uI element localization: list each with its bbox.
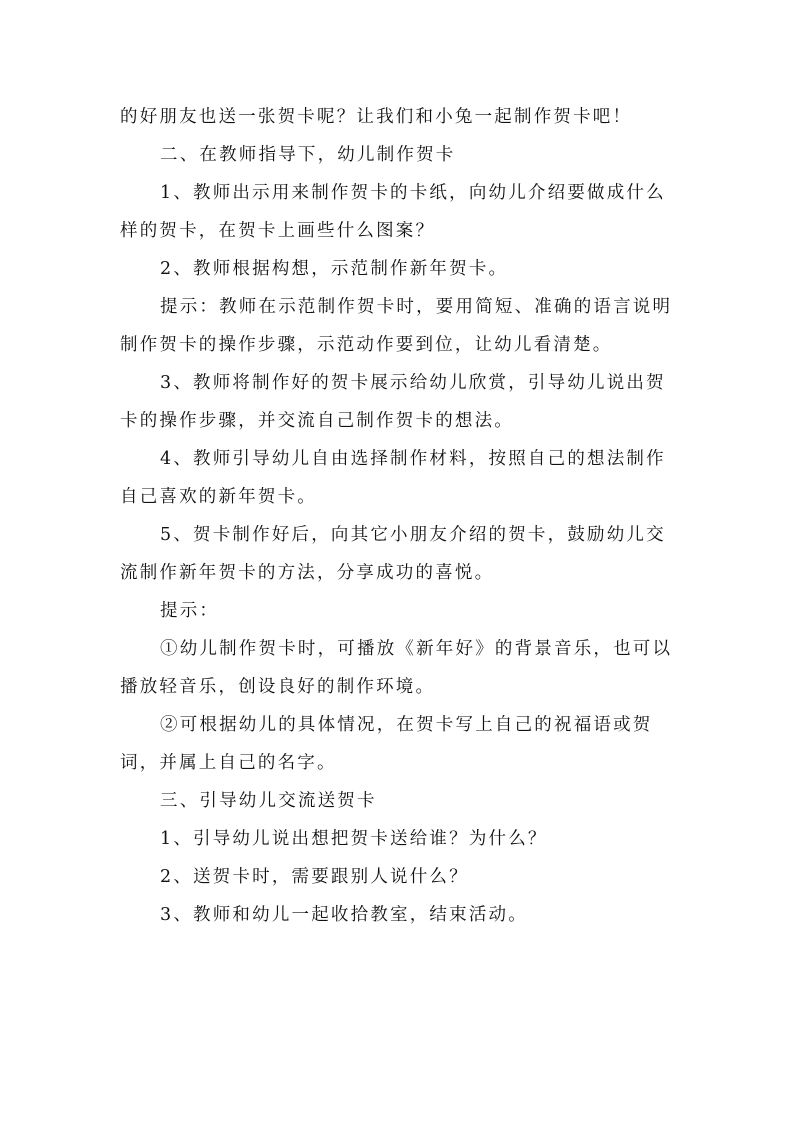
section-heading-3: 三、引导幼儿交流送贺卡 [160,791,377,811]
document-body [120,98,680,934]
paragraph-step-2-5: 5、贺卡制作好后，向其它小朋友介绍的贺卡，鼓励幼儿交流制作新年贺卡的方法，分享成功的喜悦。 [120,525,666,583]
paragraph-step-2-1: 1、教师出示用来制作贺卡的卡纸，向幼儿介绍要做成什么样的贺卡，在贺卡上画些什么图案？ [120,183,666,241]
paragraph-step-2-2: 2、教师根据构想，示范制作新年贺卡。 [160,259,509,279]
paragraph-step-3-1: 1、引导幼儿说出想把贺卡送给谁？为什么？ [160,829,548,849]
section-heading-2: 二、在教师指导下，幼儿制作贺卡 [160,145,456,165]
paragraph-step-2-3: 3、教师将制作好的贺卡展示给幼儿欣赏，引导幼儿说出贺卡的操作步骤，并交流自己制作贺卡的想法。 [120,373,666,431]
paragraph-continuation: 的好朋友也送一张贺卡呢？让我们和小兔一起制作贺卡吧！ [120,107,633,127]
paragraph-tip-2-heading: 提示： [160,601,220,621]
paragraph-tip-1: 提示：教师在示范制作贺卡时，要用简短、准确的语言说明制作贺卡的操作步骤，示范动作要到位，让幼儿看清楚。 [120,297,673,355]
paragraph-tip-2-item-1: ①幼儿制作贺卡时，可播放《新年好》的背景音乐，也可以播放轻音乐，创设良好的制作环境。 [120,639,673,697]
paragraph-step-3-2: 2、送贺卡时，需要跟别人说什么？ [160,867,469,887]
paragraph-step-3-3: 3、教师和幼儿一起收拾教室，结束活动。 [160,905,528,925]
paragraph-step-2-4: 4、教师引导幼儿自由选择制作材料，按照自己的想法制作自己喜欢的新年贺卡。 [120,449,666,507]
paragraph-tip-2-item-2: ②可根据幼儿的具体情况，在贺卡写上自己的祝福语或贺词，并属上自己的名字。 [120,715,653,773]
